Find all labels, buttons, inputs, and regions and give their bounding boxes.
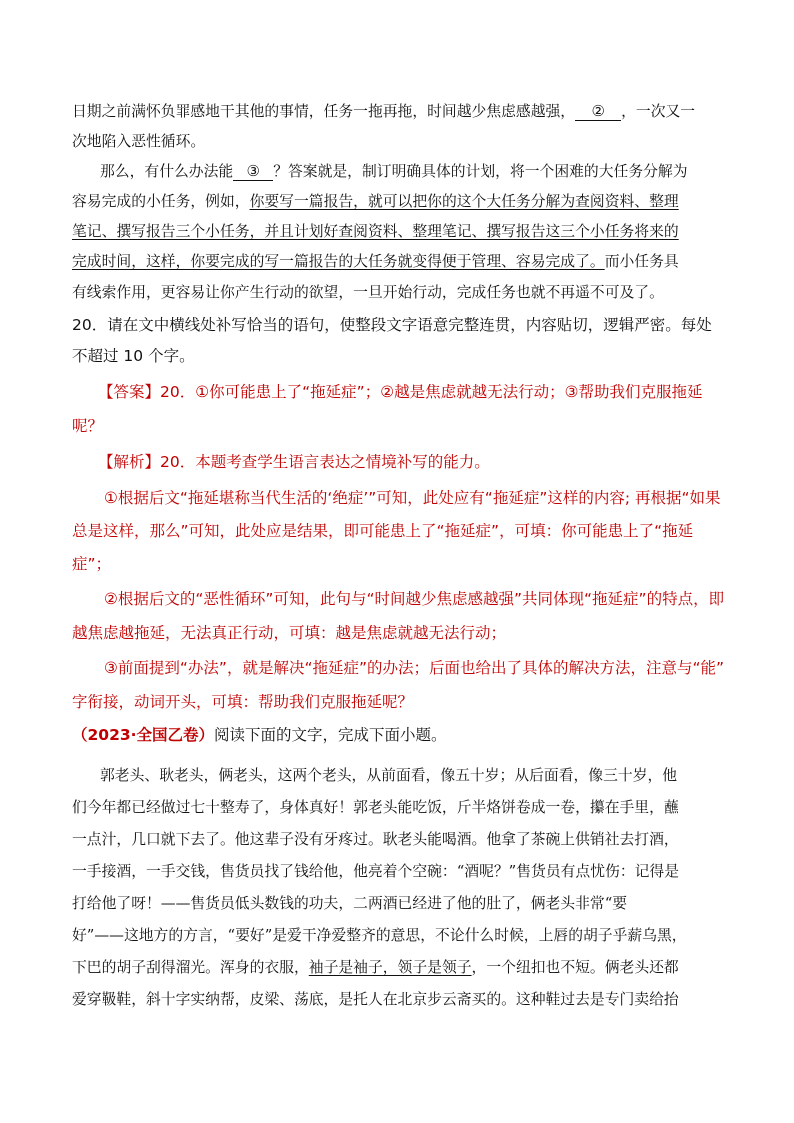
text-segment: 而小任务具: [604, 253, 679, 270]
analysis-p1-line-3: 症”；: [72, 555, 112, 573]
analysis-p1-line-1: ①根据后文“拖延堪称当代生活的‘绝症’”可知，此处应有“拖延症”这样的内容; 再根据“如果: [104, 489, 721, 507]
passage2-line-7: [72, 956, 679, 977]
passage1-line-6: [72, 250, 679, 271]
text-segment: ，一个纽扣也不短。俩老头还都: [471, 959, 679, 976]
question-line-1: 20．请在文中横线处补写恰当的语句，使整段文字语意完整连贯，内容贴切，逻辑严密。每处: [72, 316, 712, 334]
answer-text: 20．①你可能患上了“拖延症”；②越是焦虑就越无法行动；③帮助我们克服拖延: [160, 383, 703, 401]
passage1-line-7: 有线索作用，更容易让你产生行动的欲望，一旦开始行动，完成任务也就不再遥不可及了。: [72, 284, 664, 301]
passage2-line-3: 一点汁，几口就下去了。他这辈子没有牙疼过。耿老头能喝酒。他拿了茶碗上供销社去打酒，: [72, 831, 679, 848]
passage1-line-1: [72, 100, 695, 121]
passage2-line-4: 一手接酒，一手交钱，售货员找了钱给他，他亮着个空碗：“酒呢？”售货员有点忧伤：记得是: [72, 863, 680, 880]
passage2-line-5: 打给他了呀！——售货员低头数钱的功夫，二两酒已经进了他的肚了，俩老头非常“要: [72, 895, 628, 912]
text-segment: 容易完成的小任务，例如，: [72, 193, 250, 210]
analysis-p3-line-1: ③前面提到“办法”，就是解决“拖延症”的办法；后面也给出了具体的解决方法，注意与“能”: [104, 659, 725, 677]
passage1-line-4: [72, 190, 679, 211]
answer-line-1: [98, 380, 703, 402]
section-heading: [72, 723, 447, 745]
text-segment: ？答案就是，制订明确具体的计划，将一个困难的大任务分解为: [273, 163, 688, 180]
underlined-phrase: 袖子是袖子，领子是领子: [308, 959, 472, 976]
text-segment: 日期之前满怀负罪感地干其他的事情，任务一拖再拖，时间越少焦虑感越强，: [72, 103, 576, 120]
analysis-p2-line-2: 越焦虑越拖延，无法真正行动，可填：越是焦虑就越无法行动；: [72, 624, 507, 642]
exam-source: （2023·全国乙卷）: [72, 726, 215, 744]
passage2-line-6: 好”——这地方的方言，“要好”是爱干净爱整齐的意思，不论什么时候，上唇的胡子乎薪乌黑，: [72, 927, 687, 944]
passage2-line-8: 爱穿靸鞋，斜十字实纳帮，皮梁、荡底，是托人在北京步云斋买的。这种鞋过去是专门卖给抬: [72, 991, 679, 1008]
question-line-2: 不超过 10 个字。: [72, 347, 195, 365]
analysis-p3-line-2: 字衔接，动词开头，可填：帮助我们克服拖延呢？: [72, 693, 414, 711]
blank-3: ③: [233, 164, 273, 181]
text-segment: ，一次又一: [621, 103, 696, 120]
analysis-p2-line-1: ②根据后文的“恶性循环”可知，此句与“时间越少焦虑感越强”共同体现“拖延症”的特点，即: [104, 590, 725, 608]
analysis-line-1: [98, 450, 490, 472]
answer-tag: 【答案】: [98, 383, 161, 401]
passage1-line-5: 笔记、撰写报告三个小任务，并且计划好查阅资料、整理笔记、撰写报告这三个小任务将来的: [72, 223, 679, 240]
passage2-line-2: 们今年都已经做过七十整寿了，身体真好！郭老头能吃饭，斤半烙饼卷成一卷，攥在手里，蘸: [72, 799, 679, 816]
passage1-line-2: 次地陷入恶性循环。: [72, 133, 206, 150]
blank-2: ②: [575, 104, 621, 121]
underlined-sentence: 完成时间，这样，你要完成的写一篇报告的大任务就变得便于管理、容易完成了。: [72, 253, 605, 270]
analysis-p1-line-2: 总是这样，那么”可知，此处应是结果，即可能患上了“拖延症”，可填：你可能患上了“拖延: [72, 522, 694, 540]
analysis-text: 20．本题考查学生语言表达之情境补写的能力。: [160, 453, 490, 471]
analysis-tag: 【解析】: [98, 453, 161, 471]
section-instruction: 阅读下面的文字，完成下面小题。: [214, 726, 447, 744]
text-segment: 下巴的胡子刮得溜光。浑身的衣服，: [72, 959, 309, 976]
underlined-sentence: 你要写一篇报告，就可以把你的这个大任务分解为查阅资料、整理: [249, 193, 679, 210]
passage1-line-3: [100, 160, 688, 181]
passage2-line-1: 郭老头、耿老头，俩老头，这两个老头，从前面看，像五十岁；从后面看，像三十岁，他: [100, 767, 678, 784]
answer-line-2: 呢？: [72, 417, 104, 435]
text-segment: 那么，有什么办法能: [100, 163, 234, 180]
